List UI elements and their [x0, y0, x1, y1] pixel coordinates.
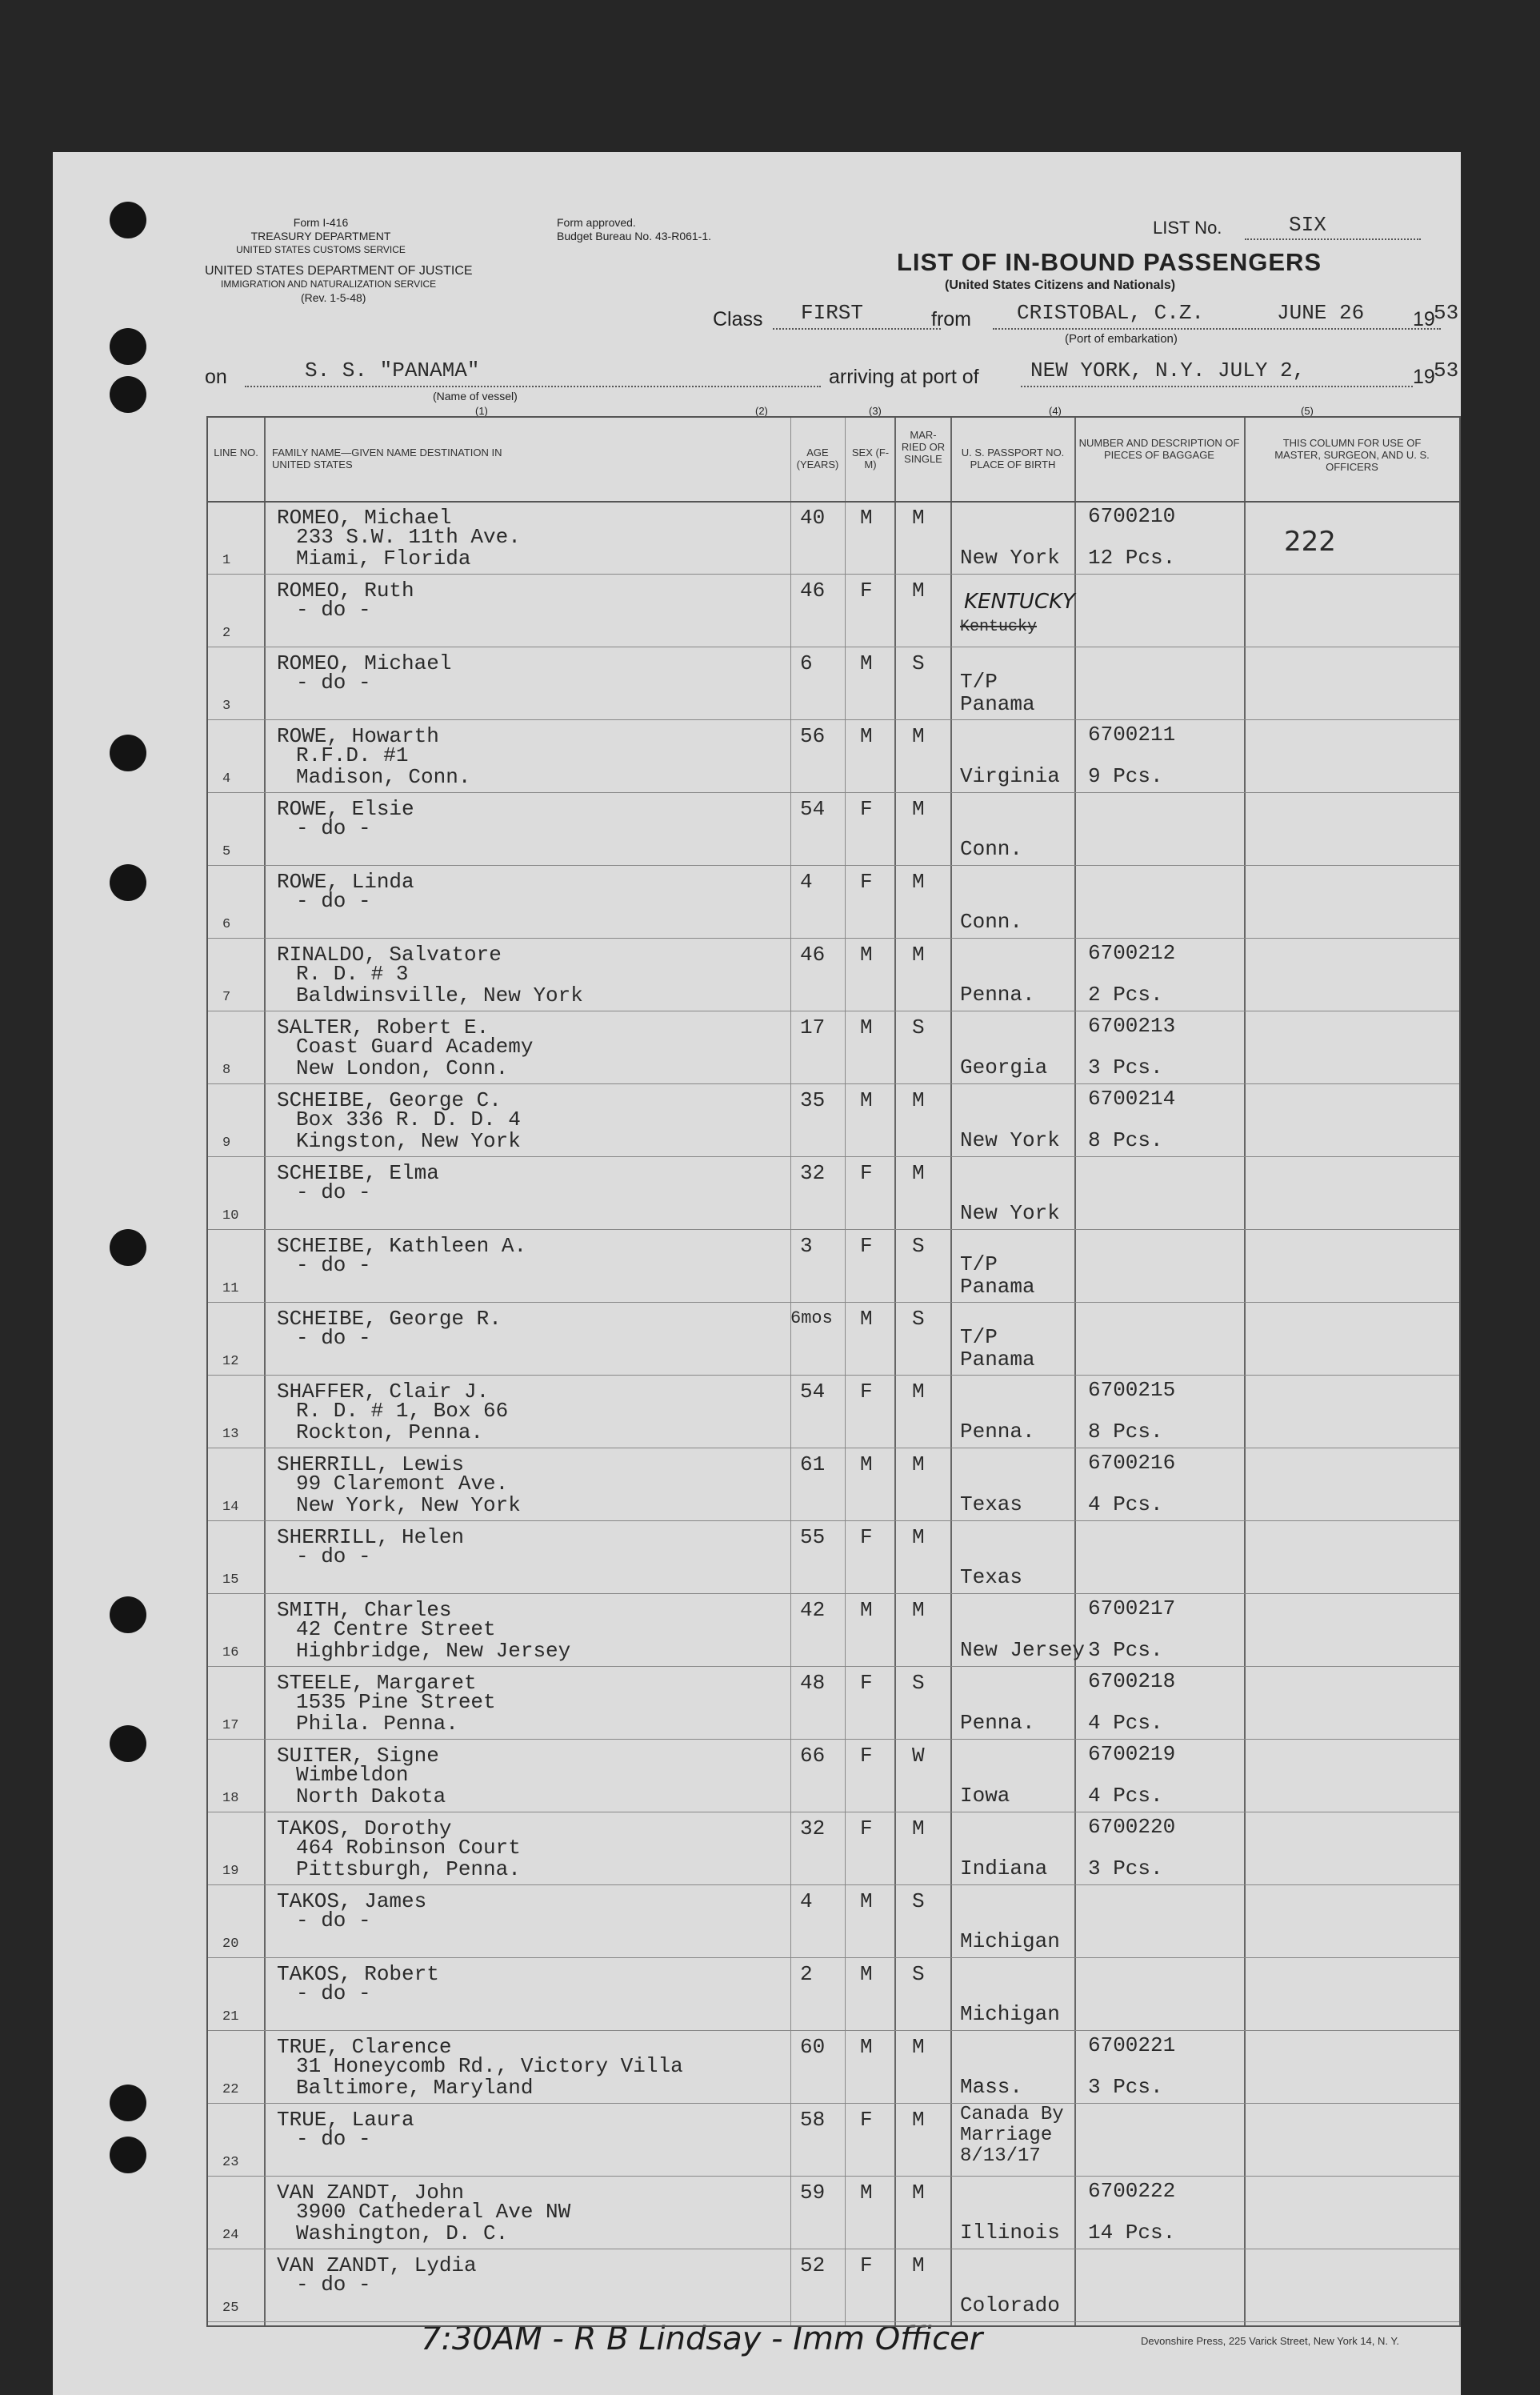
passenger-marital: M	[912, 2181, 925, 2205]
class-value: FIRST	[801, 301, 864, 325]
passenger-address: Wimbeldon	[296, 1763, 409, 1787]
baggage-entry: 6700213	[1088, 1014, 1176, 1038]
printer-imprint: Devonshire Press, 225 Varick Street, New York 14, N. Y.	[1141, 2335, 1399, 2347]
passenger-sex: F	[860, 1234, 873, 1258]
passenger-name: SMITH, Charles	[277, 1598, 452, 1622]
passenger-sex: M	[860, 1889, 873, 1913]
passenger-name: SHERRILL, Helen	[277, 1525, 465, 1549]
passenger-marital: M	[912, 1088, 925, 1112]
passenger-address: New London, Conn.	[296, 1056, 509, 1080]
passenger-age: 66	[800, 1744, 826, 1768]
passenger-sex: F	[860, 1161, 873, 1185]
passenger-address: - do -	[296, 1981, 371, 2005]
place-of-birth: Mass.	[960, 2075, 1023, 2099]
officer-number: 222	[1284, 526, 1336, 558]
passenger-address: 31 Honeycomb Rd., Victory Villa	[296, 2054, 683, 2078]
line-number: 3	[222, 699, 231, 714]
col-age: AGE (YEARS)	[796, 447, 839, 471]
passenger-name: SALTER, Robert E.	[277, 1015, 490, 1039]
passenger-marital: M	[912, 1452, 925, 1476]
passenger-sex: F	[860, 1671, 873, 1695]
binder-hole	[110, 376, 146, 413]
passenger-name: VAN ZANDT, John	[277, 2181, 465, 2205]
passenger-address: - do -	[296, 2127, 371, 2151]
passenger-address: Coast Guard Academy	[296, 1035, 534, 1059]
passenger-marital: M	[912, 870, 925, 894]
line-number: 13	[222, 1427, 239, 1442]
baggage-entry: 3 Pcs.	[1088, 2075, 1163, 2099]
line-number: 6	[222, 917, 231, 932]
revision: (Rev. 1-5-48)	[301, 291, 366, 304]
passenger-sex: F	[860, 1380, 873, 1404]
vessel-name: S. S. "PANAMA"	[305, 358, 480, 382]
passenger-name: STEELE, Margaret	[277, 1671, 477, 1695]
binder-hole	[110, 1596, 146, 1633]
baggage-entry: 2 Pcs.	[1088, 983, 1163, 1007]
passenger-address: Madison, Conn.	[296, 765, 471, 789]
passenger-marital: S	[912, 1671, 925, 1695]
passenger-marital: M	[912, 1380, 925, 1404]
passenger-address: 42 Centre Street	[296, 1617, 496, 1641]
line-number: 1	[222, 553, 231, 568]
passenger-address: Phila. Penna.	[296, 1712, 458, 1736]
col-num-3: (3)	[869, 405, 882, 417]
passenger-address: - do -	[296, 671, 371, 695]
col-married: MAR-RIED OR SINGLE	[901, 429, 946, 465]
passenger-age: 35	[800, 1088, 826, 1112]
binder-hole	[110, 328, 146, 365]
embark-year-prefix: 19	[1413, 308, 1435, 330]
passenger-name: TRUE, Laura	[277, 2108, 414, 2132]
passenger-age: 4	[800, 1889, 813, 1913]
place-of-birth: T/P Panama	[960, 1325, 1035, 1372]
passenger-name: SHERRILL, Lewis	[277, 1452, 465, 1476]
baggage-entry: 3 Pcs.	[1088, 1856, 1163, 1880]
passenger-address: Highbridge, New Jersey	[296, 1639, 571, 1663]
officer-signature: 7:30AM - R B Lindsay - Imm Officer	[421, 2321, 983, 2357]
passenger-address: R. D. # 3	[296, 962, 409, 986]
passenger-age: 6mos	[790, 1308, 833, 1328]
passenger-sex: M	[860, 1088, 873, 1112]
col-baggage: NUMBER AND DESCRIPTION OF PIECES OF BAGGAGE	[1078, 437, 1240, 461]
embark-year: 53	[1434, 301, 1459, 325]
arrival-year-prefix: 19	[1413, 366, 1435, 388]
line-number: 19	[222, 1864, 239, 1879]
baggage-entry: 4 Pcs.	[1088, 1711, 1163, 1735]
passenger-sex: M	[860, 2035, 873, 2059]
place-of-birth: Penna.	[960, 983, 1035, 1007]
passenger-name: SCHEIBE, Kathleen A.	[277, 1234, 527, 1258]
baggage-entry: 8 Pcs.	[1088, 1420, 1163, 1444]
passenger-age: 59	[800, 2181, 826, 2205]
place-of-birth: Conn.	[960, 837, 1023, 861]
passenger-age: 46	[800, 579, 826, 603]
port-embark-caption: (Port of embarkation)	[1065, 332, 1178, 346]
class-label: Class	[713, 308, 763, 330]
passenger-age: 6	[800, 651, 813, 675]
passenger-sex: F	[860, 1816, 873, 1840]
passenger-address: Rockton, Penna.	[296, 1420, 484, 1444]
passenger-sex: F	[860, 1744, 873, 1768]
passenger-age: 56	[800, 724, 826, 748]
passenger-marital: M	[912, 797, 925, 821]
passenger-address: - do -	[296, 889, 371, 913]
baggage-entry: 6700210	[1088, 504, 1176, 528]
binder-hole	[110, 735, 146, 771]
passenger-address: Baltimore, Maryland	[296, 2076, 534, 2100]
budget-bureau: Budget Bureau No. 43-R061-1.	[557, 230, 712, 242]
passenger-name: ROMEO, Michael	[277, 506, 452, 530]
passenger-sex: F	[860, 1525, 873, 1549]
passenger-address: - do -	[296, 816, 371, 840]
list-number: SIX	[1289, 213, 1326, 237]
form-title: LIST OF IN-BOUND PASSENGERS	[897, 248, 1322, 276]
passenger-age: 17	[800, 1015, 826, 1039]
passenger-sex: M	[860, 943, 873, 967]
place-of-birth: T/P Panama	[960, 1252, 1035, 1299]
passenger-address: Pittsburgh, Penna.	[296, 1857, 521, 1881]
passenger-name: ROWE, Elsie	[277, 797, 414, 821]
line-number: 12	[222, 1354, 239, 1369]
place-of-birth: T/P Panama	[960, 670, 1035, 716]
col-num-4: (4)	[1049, 405, 1062, 417]
passenger-name: ROWE, Howarth	[277, 724, 439, 748]
line-number: 8	[222, 1063, 231, 1078]
place-of-birth: Texas	[960, 1492, 1023, 1516]
line-number: 14	[222, 1500, 239, 1515]
passenger-name: TAKOS, James	[277, 1889, 427, 1913]
passenger-sex: M	[860, 651, 873, 675]
binder-hole	[110, 2137, 146, 2173]
line-number: 20	[222, 1936, 239, 1952]
line-number: 18	[222, 1791, 239, 1806]
passenger-name: ROMEO, Ruth	[277, 579, 414, 603]
passenger-sex: M	[860, 724, 873, 748]
passenger-marital: S	[912, 1962, 925, 1986]
passenger-address: - do -	[296, 1326, 371, 1350]
immigration-service: IMMIGRATION AND NATURALIZATION SERVICE	[221, 278, 437, 290]
passenger-age: 3	[800, 1234, 813, 1258]
passenger-sex: M	[860, 1307, 873, 1331]
arriving-label: arriving at port of	[829, 366, 979, 388]
passenger-age: 52	[800, 2253, 826, 2277]
line-number: 23	[222, 2155, 239, 2170]
passenger-age: 40	[800, 506, 826, 530]
passenger-name: TAKOS, Robert	[277, 1962, 439, 1986]
passenger-name: RINALDO, Salvatore	[277, 943, 502, 967]
baggage-entry: 4 Pcs.	[1088, 1492, 1163, 1516]
place-of-birth: New York	[960, 1128, 1060, 1152]
passenger-address: - do -	[296, 598, 371, 622]
line-number: 25	[222, 2301, 239, 2316]
line-number: 11	[222, 1281, 239, 1296]
passenger-age: 61	[800, 1452, 826, 1476]
place-of-birth: Georgia	[960, 1055, 1048, 1079]
baggage-entry: 6700216	[1088, 1451, 1176, 1475]
passenger-sex: F	[860, 2108, 873, 2132]
baggage-entry: 6700222	[1088, 2179, 1176, 2203]
place-of-birth: Colorado	[960, 2293, 1060, 2317]
passenger-marital: M	[912, 506, 925, 530]
passenger-sex: M	[860, 1015, 873, 1039]
form-subtitle: (United States Citizens and Nationals)	[945, 278, 1176, 292]
place-of-birth: Michigan	[960, 1929, 1060, 1953]
passenger-age: 48	[800, 1671, 826, 1695]
passenger-name: SCHEIBE, George R.	[277, 1307, 502, 1331]
binder-hole	[110, 1725, 146, 1762]
form-dept-block	[201, 216, 441, 257]
passenger-address: Kingston, New York	[296, 1129, 521, 1153]
line-number: 21	[222, 2009, 239, 2025]
baggage-entry: 6700215	[1088, 1378, 1176, 1402]
baggage-entry: 6700221	[1088, 2033, 1176, 2057]
passenger-sex: M	[860, 1962, 873, 1986]
binder-hole	[110, 202, 146, 238]
baggage-entry: 6700214	[1088, 1087, 1176, 1111]
passenger-table	[206, 416, 1461, 2327]
baggage-entry: 4 Pcs.	[1088, 1784, 1163, 1808]
passenger-marital: S	[912, 1307, 925, 1331]
passenger-marital: M	[912, 1598, 925, 1622]
baggage-entry: 6700220	[1088, 1815, 1176, 1839]
passenger-marital: M	[912, 1161, 925, 1185]
form-approved: Form approved.	[557, 216, 636, 229]
line-number: 22	[222, 2082, 239, 2097]
justice-dept: UNITED STATES DEPARTMENT OF JUSTICE	[205, 264, 473, 278]
passenger-age: 4	[800, 870, 813, 894]
passenger-marital: M	[912, 724, 925, 748]
passenger-address: - do -	[296, 1908, 371, 1932]
passenger-address: Washington, D. C.	[296, 2221, 509, 2245]
passenger-marital: S	[912, 1234, 925, 1258]
col-sex: SEX (F-M)	[851, 447, 890, 471]
place-of-birth: New Jersey	[960, 1638, 1086, 1662]
line-number: 10	[222, 1208, 239, 1224]
place-of-birth: Canada By Marriage 8/13/17	[960, 2104, 1064, 2167]
line-number: 15	[222, 1572, 239, 1588]
passenger-age: 32	[800, 1161, 826, 1185]
line-number: 7	[222, 990, 231, 1005]
place-of-birth: New York	[960, 1201, 1060, 1225]
passenger-name: ROMEO, Michael	[277, 651, 452, 675]
passenger-sex: F	[860, 797, 873, 821]
baggage-entry: 3 Pcs.	[1088, 1638, 1163, 1662]
baggage-entry: 6700217	[1088, 1596, 1176, 1620]
place-of-birth: Penna.	[960, 1711, 1035, 1735]
list-number-label: LIST No.	[1153, 218, 1222, 238]
passenger-name: VAN ZANDT, Lydia	[277, 2253, 477, 2277]
from-label: from	[931, 308, 971, 330]
place-of-birth: Indiana	[960, 1856, 1048, 1880]
col-passport: U. S. PASSPORT NO. PLACE OF BIRTH	[961, 447, 1065, 471]
vessel-caption: (Name of vessel)	[433, 390, 518, 403]
approval-block	[557, 216, 781, 243]
treasury-dept: TREASURY DEPARTMENT	[250, 230, 391, 242]
passenger-marital: M	[912, 579, 925, 603]
baggage-entry: 6700218	[1088, 1669, 1176, 1693]
passenger-age: 55	[800, 1525, 826, 1549]
passenger-marital: M	[912, 2108, 925, 2132]
binder-hole	[110, 1229, 146, 1266]
line-number: 2	[222, 626, 231, 641]
col-num-2: (2)	[755, 405, 768, 417]
passenger-address: 1535 Pine Street	[296, 1690, 496, 1714]
col-officers: THIS COLUMN FOR USE OF MASTER, SURGEON, AND U. S. OFFICERS	[1274, 437, 1430, 473]
baggage-entry: 6700211	[1088, 723, 1176, 747]
passenger-marital: W	[912, 1744, 925, 1768]
passenger-age: 32	[800, 1816, 826, 1840]
baggage-entry: 8 Pcs.	[1088, 1128, 1163, 1152]
line-number: 4	[222, 771, 231, 787]
passenger-marital: S	[912, 651, 925, 675]
passenger-sex: M	[860, 506, 873, 530]
form-number: Form I-416	[293, 216, 349, 229]
place-of-birth: Virginia	[960, 764, 1060, 788]
passenger-age: 54	[800, 1380, 826, 1404]
passenger-address: North Dakota	[296, 1784, 446, 1808]
place-of-birth-handwritten: KENTUCKY	[964, 590, 1075, 614]
passenger-name: TAKOS, Dorothy	[277, 1816, 452, 1840]
passenger-age: 60	[800, 2035, 826, 2059]
passenger-name: SCHEIBE, Elma	[277, 1161, 439, 1185]
passenger-name: ROWE, Linda	[277, 870, 414, 894]
passenger-marital: M	[912, 1816, 925, 1840]
passenger-address: 99 Claremont Ave.	[296, 1472, 509, 1496]
place-of-birth: Iowa	[960, 1784, 1010, 1808]
passenger-age: 42	[800, 1598, 826, 1622]
place-of-birth: Texas	[960, 1565, 1023, 1589]
passenger-sex: F	[860, 870, 873, 894]
passenger-address: Box 336 R. D. D. 4	[296, 1107, 521, 1131]
passenger-address: - do -	[296, 1253, 371, 1277]
passenger-age: 2	[800, 1962, 813, 1986]
baggage-entry: 3 Pcs.	[1088, 1055, 1163, 1079]
passenger-address: R. D. # 1, Box 66	[296, 1399, 509, 1423]
baggage-entry: 6700212	[1088, 941, 1176, 965]
passenger-address: Miami, Florida	[296, 547, 471, 571]
baggage-entry: 12 Pcs.	[1088, 546, 1176, 570]
arrival-port: NEW YORK, N.Y. JULY 2,	[1030, 358, 1306, 382]
col-num-5: (5)	[1301, 405, 1314, 417]
passenger-marital: S	[912, 1889, 925, 1913]
binder-hole	[110, 864, 146, 901]
passenger-name: SCHEIBE, George C.	[277, 1088, 502, 1112]
passenger-marital: S	[912, 1015, 925, 1039]
place-of-birth: Michigan	[960, 2002, 1060, 2026]
passenger-address: - do -	[296, 1180, 371, 1204]
passenger-sex: M	[860, 2181, 873, 2205]
embark-date: JUNE 26	[1277, 301, 1365, 325]
col-name: FAMILY NAME—GIVEN NAME DESTINATION IN UNITED STATES	[272, 447, 502, 471]
passenger-age: 46	[800, 943, 826, 967]
passenger-sex: M	[860, 1452, 873, 1476]
passenger-age: 58	[800, 2108, 826, 2132]
passenger-address: 3900 Cathederal Ave NW	[296, 2200, 571, 2224]
passenger-age: 54	[800, 797, 826, 821]
line-number: 24	[222, 2228, 239, 2243]
passenger-address: - do -	[296, 1544, 371, 1568]
passenger-name: SHAFFER, Clair J.	[277, 1380, 490, 1404]
passenger-address: 233 S.W. 11th Ave.	[296, 525, 521, 549]
line-number: 17	[222, 1718, 239, 1733]
col-line-no: LINE NO.	[214, 447, 258, 459]
place-of-birth: New York	[960, 546, 1060, 570]
passenger-marital: M	[912, 2253, 925, 2277]
passenger-address: 464 Robinson Court	[296, 1836, 521, 1860]
baggage-entry: 14 Pcs.	[1088, 2221, 1176, 2245]
baggage-entry: 9 Pcs.	[1088, 764, 1163, 788]
passenger-marital: M	[912, 943, 925, 967]
passenger-sex: F	[860, 2253, 873, 2277]
passenger-address: R.F.D. #1	[296, 743, 409, 767]
passenger-sex: F	[860, 579, 873, 603]
binder-hole	[110, 2085, 146, 2121]
on-label: on	[205, 366, 227, 388]
place-of-birth: Conn.	[960, 910, 1023, 934]
col-num-1: (1)	[475, 405, 488, 417]
passenger-name: SUITER, Signe	[277, 1744, 439, 1768]
passenger-address: Baldwinsville, New York	[296, 983, 583, 1007]
place-of-birth: Kentucky	[960, 618, 1038, 636]
line-number: 9	[222, 1135, 231, 1151]
passenger-address: - do -	[296, 2273, 371, 2297]
baggage-entry: 6700219	[1088, 1742, 1176, 1766]
place-of-birth: Penna.	[960, 1420, 1035, 1444]
place-of-birth: Illinois	[960, 2221, 1060, 2245]
passenger-name: TRUE, Clarence	[277, 2035, 452, 2059]
passenger-marital: M	[912, 1525, 925, 1549]
line-number: 5	[222, 844, 231, 859]
passenger-sex: M	[860, 1598, 873, 1622]
passenger-address: New York, New York	[296, 1493, 521, 1517]
line-number: 16	[222, 1645, 239, 1660]
passenger-marital: M	[912, 2035, 925, 2059]
arrival-year: 53	[1434, 358, 1459, 382]
justice-block	[205, 264, 557, 305]
customs-service: UNITED STATES CUSTOMS SERVICE	[236, 244, 406, 255]
embark-port: CRISTOBAL, C.Z.	[1017, 301, 1205, 325]
